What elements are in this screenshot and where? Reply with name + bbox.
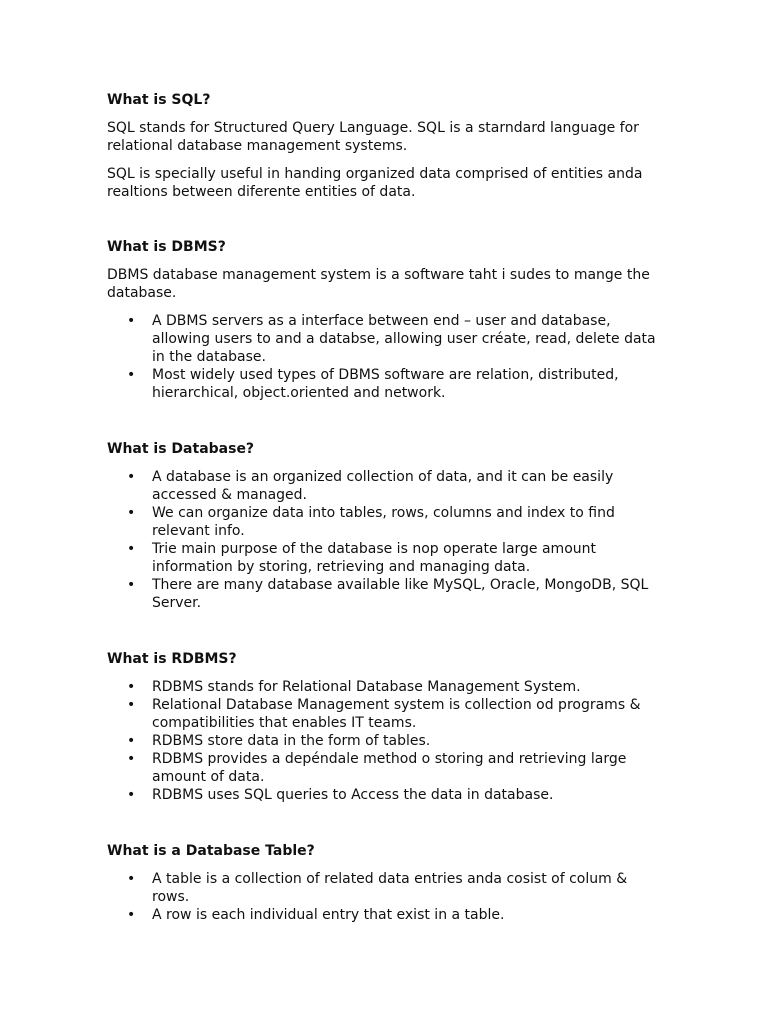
list-item xyxy=(107,786,667,804)
section-heading: What is DBMS? xyxy=(107,239,226,255)
section-dbms xyxy=(107,238,667,402)
document-content xyxy=(107,91,667,962)
list-item-text: Most widely used types of DBMS software are relation, distributed, hierarchical, object.oriented and network. xyxy=(152,367,619,401)
list-item xyxy=(107,732,667,750)
bullet-icon: • xyxy=(127,505,136,521)
list-item-text: Relational Database Management system is collection od programs & compatibilities that enables IT teams. xyxy=(152,697,641,731)
bullet-icon: • xyxy=(127,541,136,557)
paragraph: DBMS database management system is a software taht i sudes to mange the database. xyxy=(107,267,650,301)
bullet-icon: • xyxy=(127,577,136,593)
list-item-text: A table is a collection of related data entries anda cosist of colum & rows. xyxy=(152,871,628,905)
bullet-icon: • xyxy=(127,313,136,329)
list-item-text: We can organize data into tables, rows, columns and index to find relevant info. xyxy=(152,505,615,539)
list-item xyxy=(107,696,667,732)
paragraph: SQL is specially useful in handing organized data comprised of entities anda realtions between diferente entities of data. xyxy=(107,166,643,200)
list-item xyxy=(107,540,667,576)
bullet-icon: • xyxy=(127,367,136,383)
bullet-icon: • xyxy=(127,697,136,713)
list-item-text: A DBMS servers as a interface between end – user and database, allowing users to and a databse, allowing user créate, read, delete data in the database. xyxy=(152,313,656,365)
list-item-text: RDBMS store data in the form of tables. xyxy=(152,733,431,749)
section-heading: What is RDBMS? xyxy=(107,651,237,667)
section-sql xyxy=(107,91,667,201)
list-item-text: Trie main purpose of the database is nop operate large amount information by storing, retrieving and managing data. xyxy=(152,541,596,575)
bullet-icon: • xyxy=(127,679,136,695)
list-item-text: There are many database available like MySQL, Oracle, MongoDB, SQL Server. xyxy=(152,577,649,611)
bullet-icon: • xyxy=(127,907,136,923)
bullet-icon: • xyxy=(127,751,136,767)
list-item-text: RDBMS uses SQL queries to Access the data in database. xyxy=(152,787,554,803)
paragraph: SQL stands for Structured Query Language. SQL is a starndard language for relational database management systems. xyxy=(107,120,639,154)
bullet-list xyxy=(107,870,667,924)
list-item xyxy=(107,906,667,924)
bullet-list xyxy=(107,468,667,612)
section-rdbms xyxy=(107,650,667,804)
bullet-list xyxy=(107,678,667,804)
list-item xyxy=(107,468,667,504)
list-item-text: RDBMS provides a depéndale method o storing and retrieving large amount of data. xyxy=(152,751,627,785)
list-item xyxy=(107,312,667,366)
list-item xyxy=(107,750,667,786)
bullet-icon: • xyxy=(127,787,136,803)
bullet-list xyxy=(107,312,667,402)
bullet-icon: • xyxy=(127,871,136,887)
list-item-text: RDBMS stands for Relational Database Management System. xyxy=(152,679,581,695)
list-item xyxy=(107,678,667,696)
section-database-table xyxy=(107,842,667,924)
list-item xyxy=(107,576,667,612)
list-item xyxy=(107,504,667,540)
list-item xyxy=(107,870,667,906)
section-database xyxy=(107,440,667,612)
bullet-icon: • xyxy=(127,733,136,749)
list-item-text: A database is an organized collection of data, and it can be easily accessed & managed. xyxy=(152,469,614,503)
section-heading: What is a Database Table? xyxy=(107,843,315,859)
bullet-icon: • xyxy=(127,469,136,485)
list-item-text: A row is each individual entry that exist in a table. xyxy=(152,907,505,923)
section-heading: What is SQL? xyxy=(107,92,211,108)
list-item xyxy=(107,366,667,402)
section-heading: What is Database? xyxy=(107,441,255,457)
